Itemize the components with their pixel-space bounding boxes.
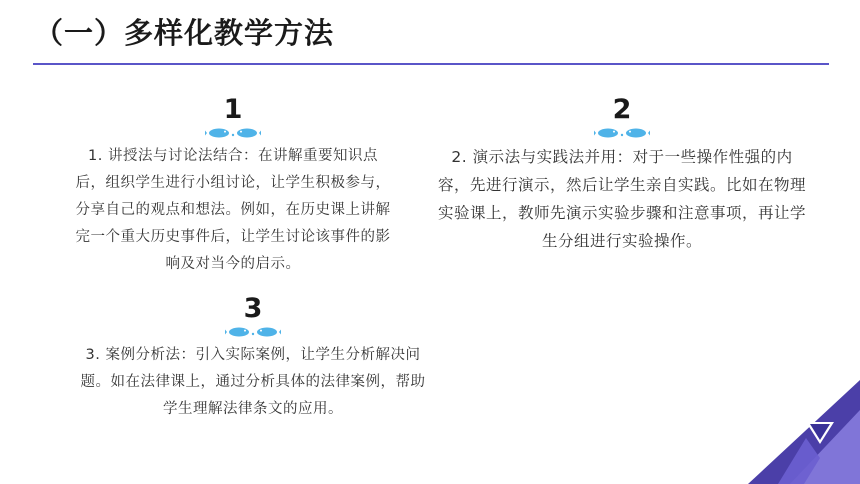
method-item-3 (75, 293, 431, 423)
method-item-2 (436, 94, 808, 255)
method-item-1 (75, 94, 391, 278)
corner-decoration (748, 380, 860, 484)
title-underline (33, 63, 829, 65)
fish-icon (594, 127, 650, 139)
item-number: 1 (223, 94, 243, 125)
fish-icon (225, 326, 281, 338)
fish-icon (205, 127, 261, 139)
item-number: 3 (243, 293, 263, 324)
slide-title: （一）多样化教学方法 (34, 16, 335, 50)
item-text: 2. 演示法与实践法并用：对于一些操作性强的内容，先进行演示，然后让学生亲自实践。比如在物理实验课上，教师先演示实验步骤和注意事项，再让学生分组进行实验操作。 (437, 148, 806, 250)
item-text: 1. 讲授法与讨论法结合：在讲解重要知识点后，组织学生进行小组讨论，让学生积极参与，分享自己的观点和想法。例如，在历史课上讲解完一个重大历史事件后，让学生讨论该事件的影响及对当今的启示。 (75, 148, 391, 272)
item-number: 2 (612, 94, 632, 125)
item-text: 3. 案例分析法：引入实际案例，让学生分析解决问题。如在法律课上，通过分析具体的法律案例，帮助学生理解法律条文的应用。 (80, 347, 426, 417)
